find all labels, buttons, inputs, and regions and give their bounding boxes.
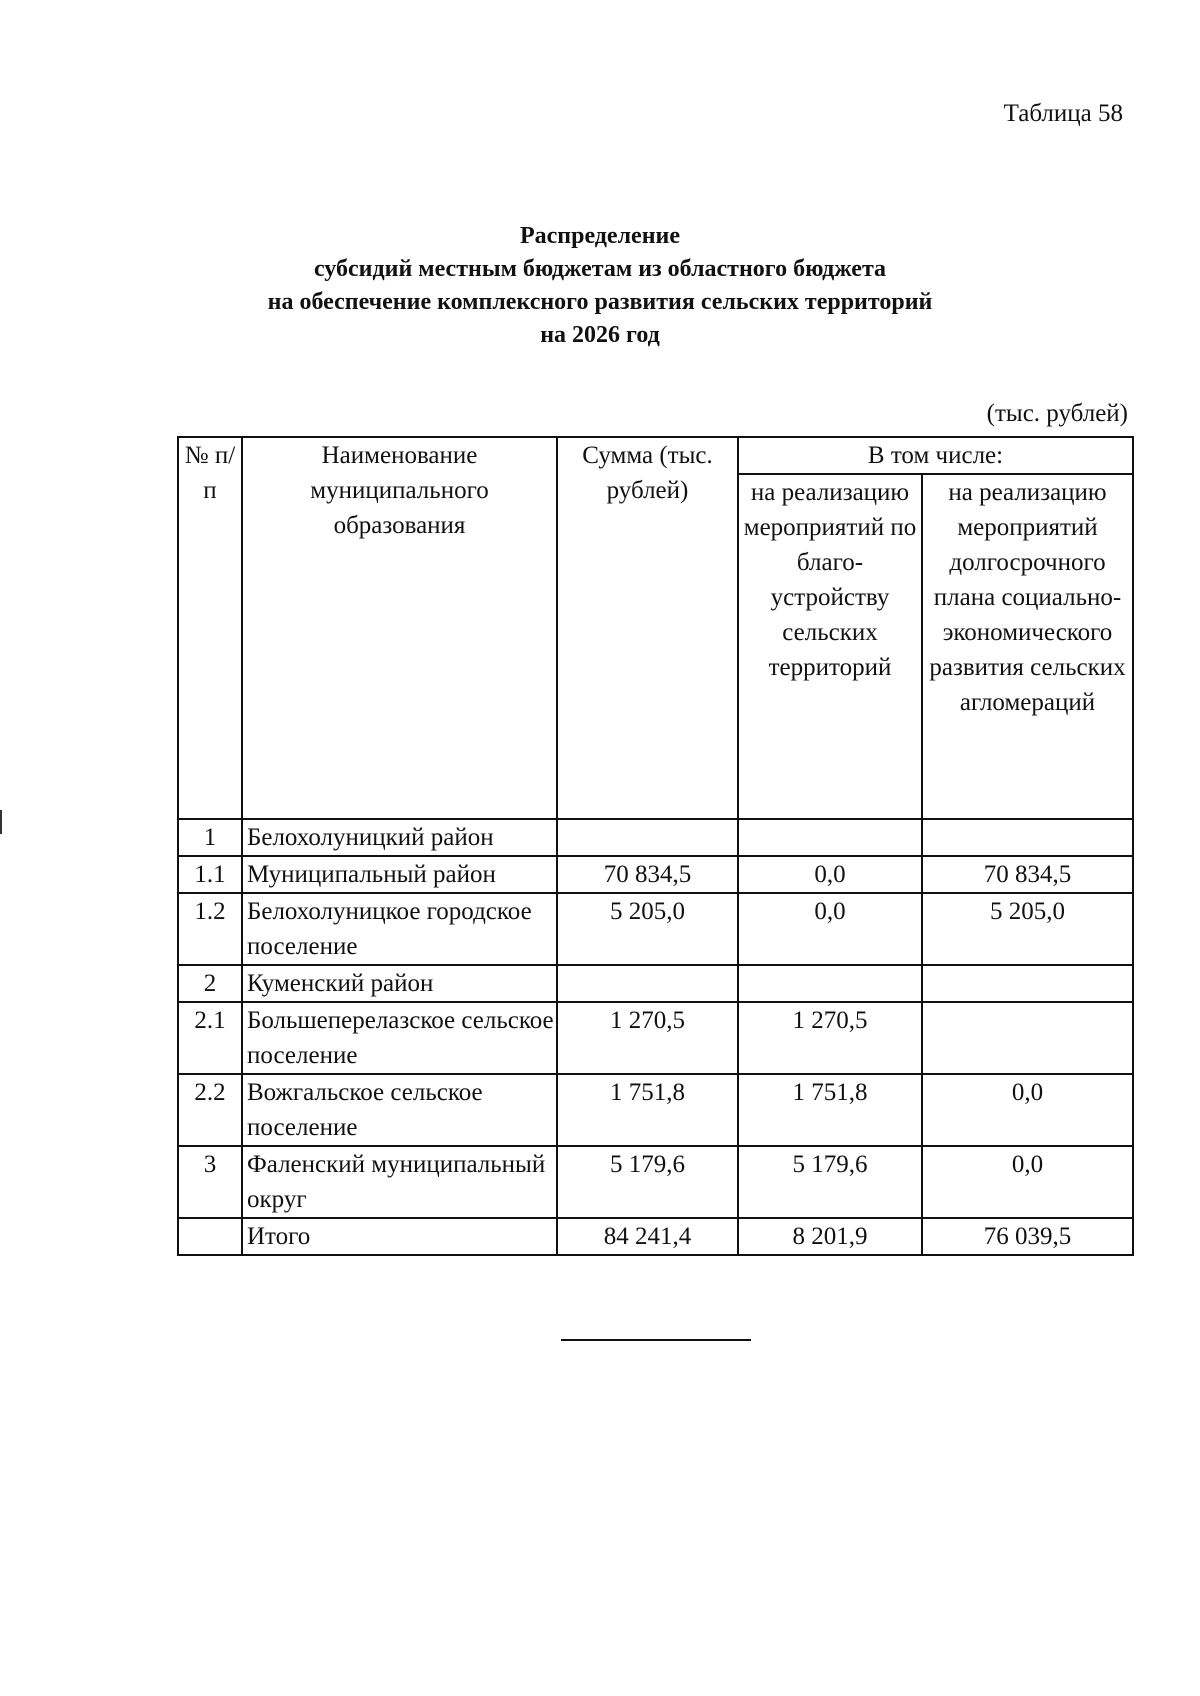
row-improvement: 0,0 — [738, 893, 922, 965]
row-name: Фаленский муниципальный округ — [242, 1146, 557, 1218]
header-number: № п/п — [178, 437, 242, 819]
row-number: 2 — [178, 965, 242, 1002]
header-including: В том числе: — [738, 437, 1133, 474]
units-label: (тыс. рублей) — [986, 400, 1128, 427]
row-name: Белохолуницкое городское поселение — [242, 893, 557, 965]
scan-margin-mark — [0, 810, 2, 834]
row-sum: 1 270,5 — [557, 1002, 738, 1074]
row-improvement: 1 270,5 — [738, 1002, 922, 1074]
row-agglomeration: 0,0 — [922, 1074, 1133, 1146]
title-line: субсидий местным бюджетам из областного бюджета — [313, 256, 887, 282]
row-sum — [557, 819, 738, 856]
table-row — [178, 1074, 1133, 1146]
title-line: на обеспечение комплексного развития сельских территорий — [267, 289, 933, 315]
row-improvement — [738, 965, 922, 1002]
header-name: Наименование муниципального образования — [242, 437, 557, 819]
title-line: на 2026 год — [540, 322, 660, 348]
table-number: Таблица 58 — [1003, 100, 1123, 127]
row-agglomeration — [922, 1002, 1133, 1074]
row-sum — [557, 965, 738, 1002]
table-row — [178, 1002, 1133, 1074]
table-row — [178, 1146, 1133, 1218]
row-agglomeration: 70 834,5 — [922, 856, 1133, 893]
row-improvement: 5 179,6 — [738, 1146, 922, 1218]
row-number: 1.1 — [178, 856, 242, 893]
row-agglomeration — [922, 819, 1133, 856]
total-improvement: 8 201,9 — [738, 1218, 922, 1255]
header-sum: Сумма (тыс. рублей) — [557, 437, 738, 819]
total-sum: 84 241,4 — [557, 1218, 738, 1255]
row-sum: 70 834,5 — [557, 856, 738, 893]
header-agglomeration: на реализацию мероприятий долгосрочного плана социально-экономического развития сельских агломераций — [922, 474, 1133, 819]
table-row — [178, 819, 1133, 856]
row-name: Белохолуницкий район — [242, 819, 557, 856]
total-agglomeration: 76 039,5 — [922, 1218, 1133, 1255]
document-title — [0, 220, 1200, 352]
total-label: Итого — [242, 1218, 557, 1255]
row-improvement: 1 751,8 — [738, 1074, 922, 1146]
table-row — [178, 965, 1133, 1002]
table-total-row — [178, 1218, 1133, 1255]
row-improvement: 0,0 — [738, 856, 922, 893]
row-name: Муниципальный район — [242, 856, 557, 893]
row-number: 2.1 — [178, 1002, 242, 1074]
title-line: Распределение — [519, 223, 681, 249]
row-number: 1 — [178, 819, 242, 856]
row-name: Большеперелазское сельское поселение — [242, 1002, 557, 1074]
footer-divider — [561, 1339, 751, 1341]
table-row — [178, 856, 1133, 893]
row-agglomeration: 0,0 — [922, 1146, 1133, 1218]
row-agglomeration: 5 205,0 — [922, 893, 1133, 965]
row-sum: 5 179,6 — [557, 1146, 738, 1218]
row-agglomeration — [922, 965, 1133, 1002]
row-sum: 1 751,8 — [557, 1074, 738, 1146]
header-improvement: на реализацию мероприятий по благо-устройству сельских территорий — [738, 474, 922, 819]
row-name: Вожгальское сельское поселение — [242, 1074, 557, 1146]
table-row — [178, 893, 1133, 965]
total-number — [178, 1218, 242, 1255]
row-number: 2.2 — [178, 1074, 242, 1146]
subsidy-table — [177, 436, 1134, 1256]
row-number: 1.2 — [178, 893, 242, 965]
row-number: 3 — [178, 1146, 242, 1218]
row-sum: 5 205,0 — [557, 893, 738, 965]
row-name: Куменский район — [242, 965, 557, 1002]
row-improvement — [738, 819, 922, 856]
